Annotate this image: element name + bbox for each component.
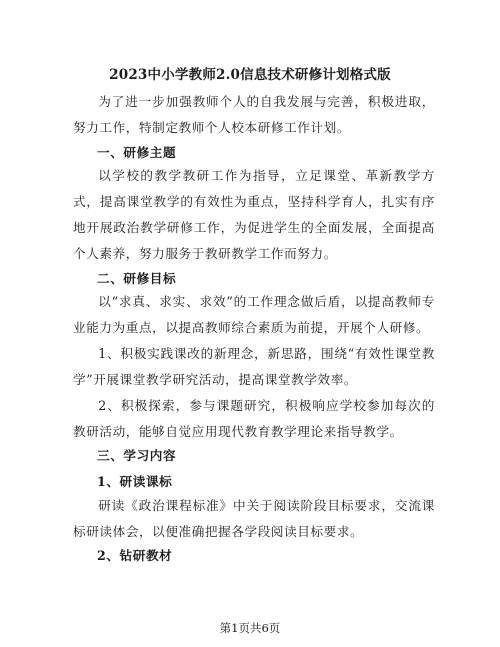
section2-heading: 二、研修目标 bbox=[97, 271, 177, 286]
section2-body2: 1、积极实践课改的新理念，新思路，围绕“有效性课堂教学”开展课堂教学研究活动，提高课堂教学效率。 bbox=[73, 346, 435, 387]
section3-heading: 三、学习内容 bbox=[97, 448, 177, 463]
section1-body: 以学校的教学教研工作为指导，立足课堂、革新教学方式，提高课堂教学的有效性为重点，坚持科学育人，扎实有序地开展政治教学研修工作，为促进学生的全面发展，全面提高个人素养，努力服务于教研教学工作而努力。 bbox=[73, 168, 435, 261]
document-title: 2023中小学教师2.0信息技术研修计划格式版 bbox=[109, 67, 391, 83]
section2-body3: 2、积极探索，参与课题研究，积极响应学校参加每次的教研活动，能够自觉应用现代教育教学理论来指导教学。 bbox=[73, 398, 435, 439]
page-number-footer: 第1页共6页 bbox=[219, 621, 281, 635]
section1-heading: 一、研修主题 bbox=[97, 145, 177, 160]
intro-paragraph: 为了进一步加强教师个人的自我发展与完善，积极进取，努力工作，特制定教师个人校本研修工作计划。 bbox=[73, 94, 435, 135]
section3-sub2-heading: 2、钻研教材 bbox=[97, 548, 173, 563]
section3-sub1-heading: 1、研读课标 bbox=[97, 474, 173, 489]
section2-body1: 以“求真、求实、求效”的工作理念做后盾，以提高教师专业能力为重点，以提高教师综合素质为前提，开展个人研修。 bbox=[73, 294, 435, 335]
section3-sub1-body: 研读《政治课程标准》中关于阅读阶段目标要求，交流课标研读体会，以便准确把握各学段阅读目标要求。 bbox=[73, 498, 435, 539]
